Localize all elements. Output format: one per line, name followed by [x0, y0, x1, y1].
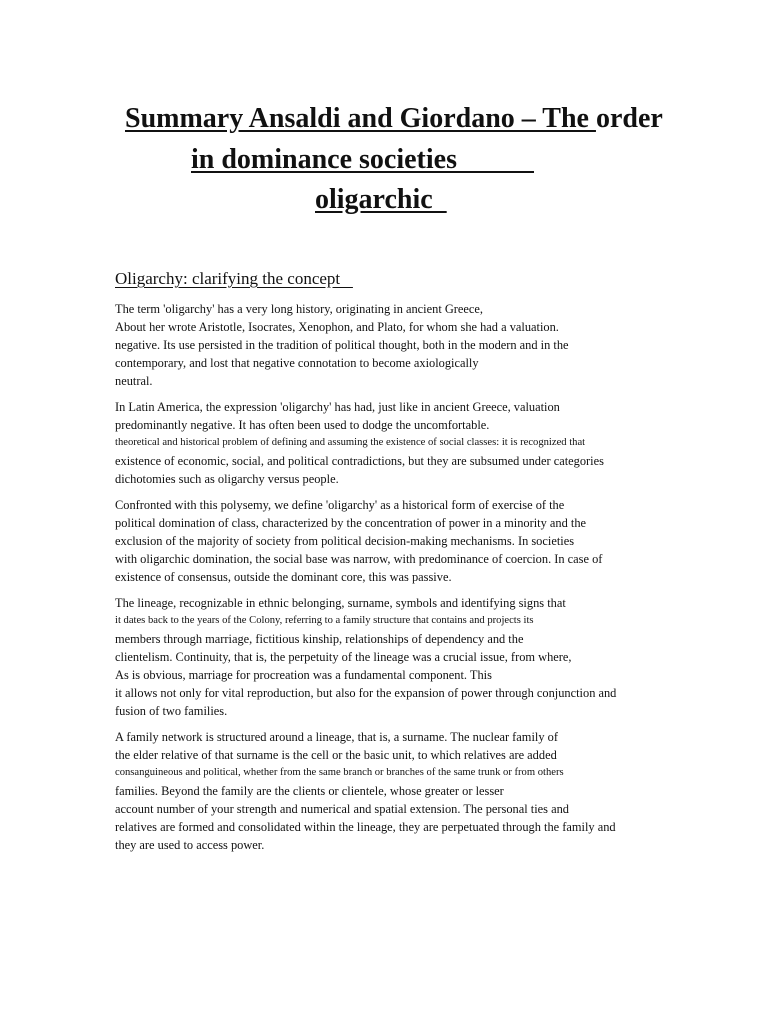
title-underlined-text: oligarchic [315, 184, 447, 215]
title-plain-text: order [595, 103, 663, 134]
paragraph-line: existence of consensus, outside the dominant core, this was passive. [115, 570, 452, 584]
paragraph-line: members through marriage, fictitious kinship, relationships of dependency and the [115, 632, 524, 646]
paragraph-line: neutral. [115, 374, 153, 388]
paragraph-line: relatives are formed and consolidated within the lineage, they are perpetuated through the family and [115, 820, 616, 834]
paragraph-line: dichotomies such as oligarchy versus people. [115, 472, 339, 486]
paragraph-line: About her wrote Aristotle, Isocrates, Xenophon, and Plato, for whom she had a valuation. [115, 320, 559, 334]
paragraph-line: predominantly negative. It has often been used to dodge the uncomfortable. [115, 418, 490, 432]
paragraph-line: existence of economic, social, and political contradictions, but they are subsumed under categories [115, 454, 604, 468]
paragraph-line: In Latin America, the expression 'oligarchy' has had, just like in ancient Greece, valuation [115, 400, 560, 414]
paragraph-line: with oligarchic domination, the social base was narrow, with predominance of coercion. In case of [115, 552, 603, 566]
paragraph [115, 398, 675, 488]
paragraph-line: fusion of two families. [115, 704, 228, 718]
paragraph-line: political domination of class, characterized by the concentration of power in a minority and the [115, 516, 587, 530]
paragraph-line: Confronted with this polysemy, we define 'oligarchy' as a historical form of exercise of the [115, 498, 565, 512]
document-body [115, 300, 675, 862]
paragraph-line: exclusion of the majority of society from political decision-making mechanisms. In societies [115, 534, 575, 548]
paragraph-line: it allows not only for vital reproduction, but also for the expansion of power through conjunction and [115, 686, 617, 700]
paragraph [115, 594, 675, 720]
paragraph [115, 496, 675, 586]
paragraph-line: it dates back to the years of the Colony, referring to a family structure that contains and projects its [115, 615, 534, 626]
title-underlined-text: in dominance societies [191, 144, 534, 175]
paragraph-line: As is obvious, marriage for procreation was a fundamental component. This [115, 668, 492, 682]
paragraph-line: A family network is structured around a lineage, that is, a surname. The nuclear family of [115, 730, 558, 744]
paragraph-line: theoretical and historical problem of defining and assuming the existence of social classes: it is recognized that [115, 437, 586, 448]
paragraph [115, 728, 675, 854]
paragraph-line: consanguineous and political, whether from the same branch or branches of the same trunk or from others [115, 767, 564, 778]
paragraph-line: account number of your strength and numerical and spatial extension. The personal ties and [115, 802, 569, 816]
section-heading: Oligarchy: clarifying the concept [115, 269, 353, 288]
paragraph [115, 300, 675, 390]
paragraph-line: The term 'oligarchy' has a very long history, originating in ancient Greece, [115, 302, 484, 316]
document-title-line-3 [315, 184, 447, 216]
paragraph-line: families. Beyond the family are the clients or clientele, whose greater or lesser [115, 784, 504, 798]
document-title-line-1 [125, 103, 663, 135]
paragraph-line: contemporary, and lost that negative connotation to become axiologically [115, 356, 479, 370]
title-underlined-text: Summary Ansaldi and Giordano – The [125, 103, 596, 134]
paragraph-line: the elder relative of that surname is the cell or the basic unit, to which relatives are added [115, 748, 557, 762]
paragraph-line: clientelism. Continuity, that is, the perpetuity of the lineage was a crucial issue, from where, [115, 650, 572, 664]
paragraph-line: negative. Its use persisted in the tradition of political thought, both in the modern and in the [115, 338, 569, 352]
paragraph-line: The lineage, recognizable in ethnic belonging, surname, symbols and identifying signs that [115, 596, 566, 610]
paragraph-line: they are used to access power. [115, 838, 265, 852]
document-title-line-2 [191, 144, 534, 176]
